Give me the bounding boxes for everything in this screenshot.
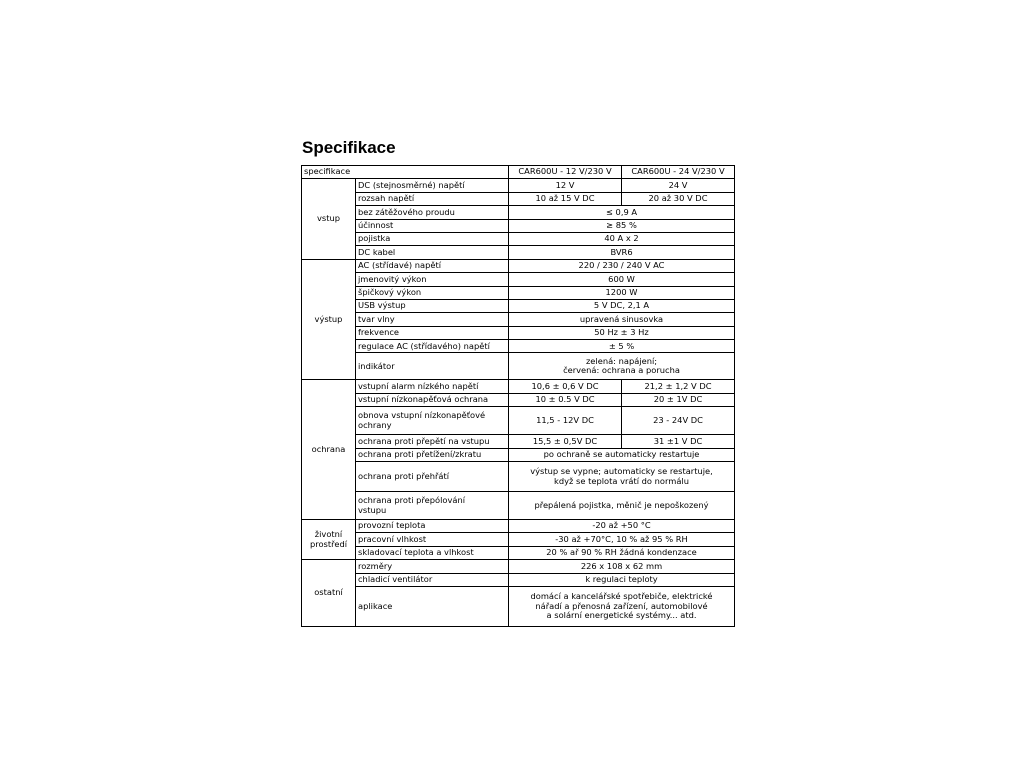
group-ochrana: ochrana <box>302 380 356 520</box>
row-value: 5 V DC, 2,1 A <box>509 299 735 312</box>
table-row <box>302 353 735 380</box>
row-value: 226 x 108 x 62 mm <box>509 560 735 573</box>
row-value: přepálená pojistka, měnič je nepoškozený <box>509 492 735 520</box>
row-value: -20 až +50 °C <box>509 520 735 533</box>
row-label: USB výstup <box>356 299 509 312</box>
row-value <box>509 586 735 626</box>
value-24v: 31 ±1 V DC <box>622 435 735 448</box>
table-row <box>302 340 735 353</box>
value-24v: 21,2 ± 1,2 V DC <box>622 380 735 393</box>
row-value: k regulaci teploty <box>509 573 735 586</box>
table-row <box>302 192 735 205</box>
value-24v: 24 V <box>622 179 735 192</box>
table-row <box>302 219 735 232</box>
row-label: špičkový výkon <box>356 286 509 299</box>
table-row <box>302 326 735 339</box>
row-label: ochrana proti přehřátí <box>356 462 509 492</box>
row-label: jmenovitý výkon <box>356 273 509 286</box>
group-line: prostředí <box>309 538 348 549</box>
table-row <box>302 462 735 492</box>
value-24v: 20 ± 1V DC <box>622 393 735 406</box>
row-label: účinnost <box>356 219 509 232</box>
value-line: domácí a kancelářské spotřebiče, elektrické <box>530 591 713 602</box>
table-row <box>302 179 735 192</box>
row-value: -30 až +70°C, 10 % až 95 % RH <box>509 533 735 546</box>
header-12v: CAR600U - 12 V/230 V <box>509 166 622 179</box>
label-line: ochrany <box>358 419 392 430</box>
group-vystup: výstup <box>302 259 356 380</box>
table-row <box>302 380 735 393</box>
table-row <box>302 232 735 245</box>
row-label: rozměry <box>356 560 509 573</box>
value-line: červená: ochrana a porucha <box>563 365 680 376</box>
row-value: 40 A x 2 <box>509 232 735 245</box>
value-line: když se teplota vrátí do normálu <box>554 475 689 486</box>
row-value <box>509 353 735 380</box>
group-line: životní <box>314 529 343 540</box>
row-label: indikátor <box>356 353 509 380</box>
row-value: po ochraně se automaticky restartuje <box>509 448 735 461</box>
table-row <box>302 492 735 520</box>
row-label: vstupní nízkonapěťová ochrana <box>356 393 509 406</box>
table-row <box>302 299 735 312</box>
row-value <box>509 462 735 492</box>
label-line: vstupu <box>358 504 387 515</box>
row-value: ≥ 85 % <box>509 219 735 232</box>
table-row <box>302 259 735 272</box>
value-12v: 11,5 - 12V DC <box>509 407 622 435</box>
row-label: regulace AC (střídavého) napětí <box>356 340 509 353</box>
row-label: bez zátěžového proudu <box>356 206 509 219</box>
row-label: DC (stejnosměrné) napětí <box>356 179 509 192</box>
value-24v: 20 až 30 V DC <box>622 192 735 205</box>
table-row <box>302 393 735 406</box>
value-line: nářadí a přenosná zařízení, automobilové <box>535 600 708 611</box>
row-label: provozní teplota <box>356 520 509 533</box>
value-12v: 10 až 15 V DC <box>509 192 622 205</box>
row-label: frekvence <box>356 326 509 339</box>
group-zivotni-prostredi <box>302 520 356 560</box>
table-header-row <box>302 166 735 179</box>
row-label: DC kabel <box>356 246 509 259</box>
row-value: 1200 W <box>509 286 735 299</box>
table-row <box>302 286 735 299</box>
value-line: a solární energetické systémy... atd. <box>546 610 697 621</box>
table-row <box>302 407 735 435</box>
header-label: specifikace <box>302 166 509 179</box>
row-label <box>356 492 509 520</box>
row-label: rozsah napětí <box>356 192 509 205</box>
row-label: ochrana proti přetížení/zkratu <box>356 448 509 461</box>
label-line: ochrana proti přepólování <box>358 495 466 505</box>
table-row <box>302 435 735 448</box>
row-value: 20 % ař 90 % RH žádná kondenzace <box>509 546 735 559</box>
group-vstup: vstup <box>302 179 356 259</box>
group-ostatni: ostatní <box>302 560 356 627</box>
row-label: aplikace <box>356 586 509 626</box>
row-label: chladicí ventilátor <box>356 573 509 586</box>
row-label: pracovní vlhkost <box>356 533 509 546</box>
value-line: zelená: napájení; <box>585 355 658 366</box>
table-row <box>302 546 735 559</box>
value-24v: 23 - 24V DC <box>622 407 735 435</box>
row-value: ± 5 % <box>509 340 735 353</box>
value-12v: 10 ± 0.5 V DC <box>509 393 622 406</box>
row-value: 50 Hz ± 3 Hz <box>509 326 735 339</box>
table-row <box>302 273 735 286</box>
row-label: tvar vlny <box>356 313 509 326</box>
table-row <box>302 206 735 219</box>
specification-table <box>301 165 735 627</box>
value-12v: 15,5 ± 0,5V DC <box>509 435 622 448</box>
row-label: pojistka <box>356 232 509 245</box>
table-row <box>302 520 735 533</box>
row-value: 600 W <box>509 273 735 286</box>
row-label: vstupní alarm nízkého napětí <box>356 380 509 393</box>
table-row <box>302 313 735 326</box>
row-label <box>356 407 509 435</box>
row-value: upravená sinusovka <box>509 313 735 326</box>
table-row <box>302 586 735 626</box>
row-label: skladovací teplota a vlhkost <box>356 546 509 559</box>
table-row <box>302 533 735 546</box>
table-row <box>302 573 735 586</box>
table-row <box>302 246 735 259</box>
page-title: Specifikace <box>302 138 396 157</box>
value-line: výstup se vypne; automaticky se restartuje, <box>530 466 713 476</box>
value-12v: 10,6 ± 0,6 V DC <box>509 380 622 393</box>
row-value: 220 / 230 / 240 V AC <box>509 259 735 272</box>
table-row <box>302 448 735 461</box>
row-label: ochrana proti přepětí na vstupu <box>356 435 509 448</box>
row-label: AC (střídavé) napětí <box>356 259 509 272</box>
value-12v: 12 V <box>509 179 622 192</box>
table-row <box>302 560 735 573</box>
row-value: BVR6 <box>509 246 735 259</box>
label-line: obnova vstupní nízkonapěťové <box>358 410 486 421</box>
row-value: ≤ 0,9 A <box>509 206 735 219</box>
header-24v: CAR600U - 24 V/230 V <box>622 166 735 179</box>
